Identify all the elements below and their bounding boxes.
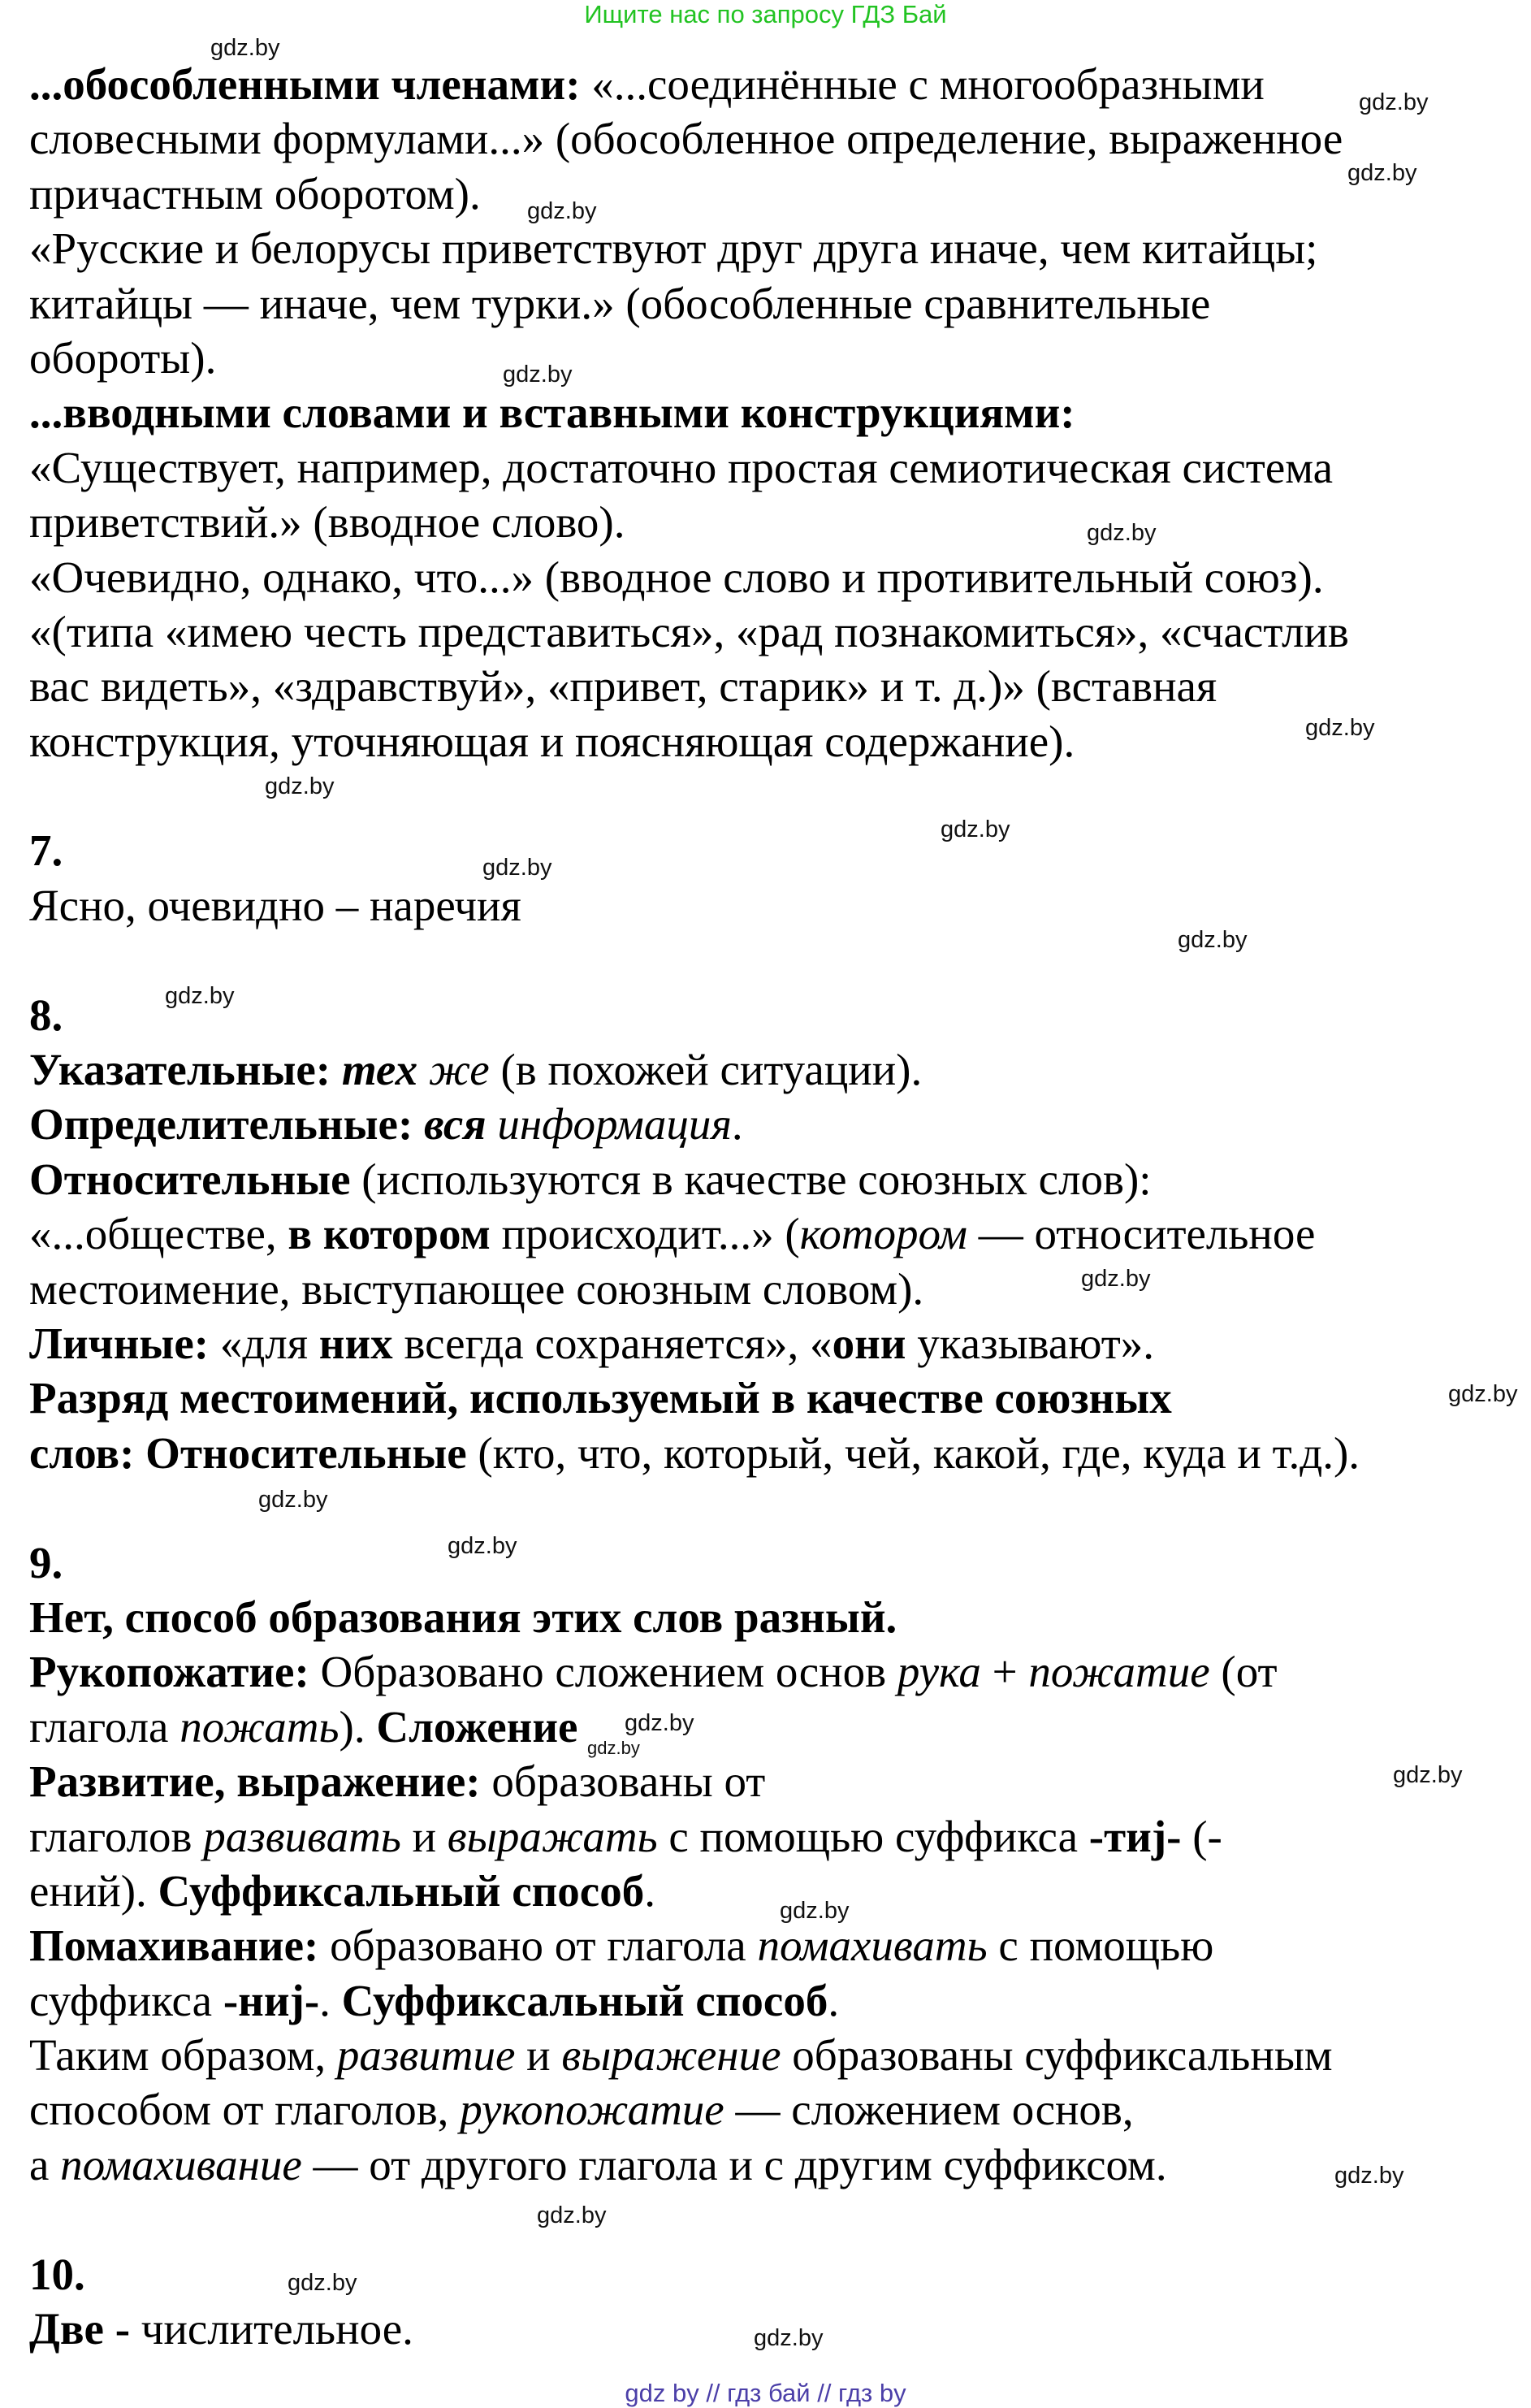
search-banner[interactable]: Ищите нас по запросу ГДЗ Бай <box>584 0 947 28</box>
text-line <box>29 276 1360 331</box>
text-line <box>29 495 1360 549</box>
text-run: конструкция, уточняющая и поясняющая содержание). <box>29 716 1075 766</box>
watermark-text: gdz.by <box>754 2325 824 2351</box>
text-run: способом от глаголов, <box>29 2085 461 2135</box>
text-run: Таким образом, <box>29 2030 337 2081</box>
text-run: развивать <box>203 1811 401 1861</box>
text-run: указывают». <box>906 1318 1154 1368</box>
text-run: (используются в качестве союзных слов): <box>350 1154 1152 1204</box>
text-run: (в похожей ситуации). <box>489 1045 923 1095</box>
footer-links[interactable]: gdz by // гдз бай // гдз by <box>625 2379 906 2407</box>
text-run: них <box>318 1318 393 1368</box>
text-run: — от другого глагола и с другим суффиксом. <box>301 2139 1167 2189</box>
text-line <box>29 385 1360 440</box>
text-run: с помощью <box>987 1921 1214 1971</box>
text-run: 10. <box>29 2249 85 2299</box>
text-run: Сложение <box>376 1701 578 1752</box>
text-run: же <box>417 1045 490 1095</box>
text-run: с помощью суффикса <box>657 1811 1089 1861</box>
text-line <box>29 714 1360 769</box>
text-run: Помахивание: <box>29 1921 331 1971</box>
text-run: вся <box>424 1099 487 1150</box>
text-run: причастным оборотом). <box>29 168 481 219</box>
watermark-text: gdz.by <box>1334 2163 1404 2189</box>
text-run: Суффиксальный способ <box>341 1975 828 2025</box>
text-run: помахивание <box>60 2139 302 2189</box>
text-run: (- <box>1181 1811 1222 1861</box>
text-run: выражать <box>447 1811 658 1861</box>
text-run: Суффиксальный способ <box>158 1865 645 1916</box>
text-line <box>29 1426 1360 1480</box>
text-run: Разряд местоимений, используемый в качестве союзных <box>29 1373 1172 1423</box>
watermark-text: gdz.by <box>503 362 573 388</box>
watermark-text: gdz.by <box>1448 1381 1518 1407</box>
watermark-text: gdz.by <box>1178 927 1248 953</box>
text-run: Нет, способ образования этих слов разный. <box>29 1592 897 1642</box>
text-run: «...соединённые с многообразными <box>591 59 1265 109</box>
text-run: словесными формулами...» (обособленное определение, выраженное <box>29 114 1343 164</box>
text-run: слов: Относительные <box>29 1427 467 1478</box>
text-run: Две - <box>29 2304 141 2354</box>
text-line <box>29 659 1360 713</box>
text-line <box>29 1590 1360 1644</box>
text-run: приветствий.» (вводное слово). <box>29 497 625 548</box>
text-line <box>29 1644 1360 1699</box>
text-run: помахивать <box>757 1921 988 1971</box>
text-run: глаголов <box>29 1811 204 1861</box>
watermark-text: gdz.by <box>265 773 335 799</box>
text-run: образованы суффиксальным <box>781 2030 1333 2081</box>
text-run: тех <box>341 1045 418 1095</box>
watermark-text: gdz.by <box>625 1710 694 1736</box>
text-line <box>29 550 1360 604</box>
text-run: ). <box>339 1701 377 1752</box>
text-run: (кто, что, который, чей, какой, где, куда и т.д.). <box>466 1427 1360 1478</box>
text-line <box>29 1535 1360 1590</box>
text-run: числительное. <box>141 2304 413 2354</box>
text-run: Ясно, очевидно – наречия <box>29 880 521 930</box>
text-run: в котором <box>288 1209 491 1259</box>
text-run: . <box>828 1975 840 2025</box>
text-line <box>29 1262 1360 1316</box>
text-line <box>29 2082 1360 2137</box>
text-run: . <box>319 1975 342 2025</box>
text-run: обороты). <box>29 332 217 383</box>
text-run: китайцы — иначе, чем турки.» (обособленные сравнительные <box>29 278 1211 328</box>
text-line <box>29 823 1360 877</box>
text-run: пожать <box>179 1701 340 1752</box>
text-run: «Очевидно, однако, что...» (вводное слово и противительный союз). <box>29 552 1324 602</box>
text-run: всегда сохраняется», « <box>392 1318 833 1368</box>
watermark-text: gdz.by <box>482 855 552 881</box>
text-run: 9. <box>29 1537 63 1587</box>
text-run: ений). <box>29 1865 158 1916</box>
answer-text <box>29 57 1360 2356</box>
text-line <box>29 1097 1360 1151</box>
text-run: + <box>980 1647 1029 1697</box>
text-line <box>29 57 1360 111</box>
text-line <box>29 440 1360 495</box>
text-run: . <box>731 1099 743 1150</box>
text-line <box>29 1206 1360 1261</box>
text-run: образовано от глагола <box>330 1921 758 1971</box>
blank-line <box>29 933 1360 987</box>
text-run: рукопожатие <box>460 2085 724 2135</box>
text-run: информация <box>486 1099 732 1150</box>
text-line <box>29 2137 1360 2192</box>
text-line <box>29 2028 1360 2082</box>
text-run: Развитие, выражение: <box>29 1756 492 1807</box>
text-run: и <box>400 1811 448 1861</box>
watermark-text: gdz.by <box>780 1898 850 1924</box>
text-run: и <box>515 2030 562 2081</box>
text-run: «...обществе, <box>29 1209 288 1259</box>
blank-line <box>29 2192 1360 2246</box>
text-run: они <box>832 1318 906 1368</box>
text-run: происходит...» ( <box>490 1209 800 1259</box>
text-run: Образовано сложением основ <box>320 1647 897 1697</box>
watermark-text: gdz.by <box>258 1487 328 1513</box>
text-run: 8. <box>29 990 63 1040</box>
text-run: — сложением основ, <box>724 2085 1134 2135</box>
text-run: — относительное <box>967 1209 1316 1259</box>
watermark-text: gdz.by <box>165 983 235 1009</box>
text-run: «Существует, например, достаточно простая семиотическая система <box>29 442 1334 492</box>
text-line <box>29 167 1360 221</box>
text-line <box>29 1700 1360 1754</box>
text-line <box>29 221 1360 275</box>
text-line <box>29 2302 1360 2356</box>
text-line <box>29 111 1360 166</box>
text-run: «Русские и белорусы приветствуют друг друга иначе, чем китайцы; <box>29 223 1318 274</box>
text-line <box>29 1809 1360 1864</box>
text-run: пожатие <box>1028 1647 1210 1697</box>
watermark-text: gdz.by <box>941 816 1010 842</box>
text-line <box>29 1152 1360 1206</box>
text-run: а <box>29 2139 61 2189</box>
text-run: -тиj- <box>1088 1811 1182 1861</box>
text-run: местоимение, выступающее союзным словом). <box>29 1263 924 1314</box>
watermark-text: gdz.by <box>1393 1762 1463 1788</box>
text-run: выражение <box>561 2030 781 2081</box>
text-line <box>29 1864 1360 1918</box>
text-run: Относительные <box>29 1154 351 1204</box>
text-run: ...вводными словами и вставными конструкциями: <box>29 388 1075 438</box>
text-run: Указательные: <box>29 1045 342 1095</box>
blank-line <box>29 1480 1360 1535</box>
text-line <box>29 2247 1360 2302</box>
text-run: образованы от <box>491 1756 766 1807</box>
text-run: вас видеть», «здравствуй», «привет, старик» и т. д.)» (вставная <box>29 661 1217 712</box>
watermark-text: gdz.by <box>527 198 597 224</box>
text-line <box>29 1973 1360 2028</box>
watermark-text: gdz.by <box>587 1738 640 1758</box>
text-line <box>29 1042 1360 1097</box>
watermark-text: gdz.by <box>1347 160 1417 186</box>
watermark-text: gdz.by <box>537 2202 607 2228</box>
text-run: «(типа «имею честь представиться», «рад познакомиться», «счастлив <box>29 606 1349 656</box>
text-run: развитие <box>336 2030 516 2081</box>
text-run: Личные: <box>29 1318 220 1368</box>
watermark-text: gdz.by <box>1087 520 1157 546</box>
text-run: Рукопожатие: <box>29 1647 321 1697</box>
watermark-text: gdz.by <box>1359 89 1429 115</box>
text-run: «для <box>219 1318 319 1368</box>
text-run: рука <box>897 1647 981 1697</box>
text-line <box>29 1754 1360 1808</box>
text-run: глагола <box>29 1701 180 1752</box>
text-line <box>29 1371 1360 1425</box>
text-line <box>29 878 1360 933</box>
text-line <box>29 1918 1360 1973</box>
text-run: котором <box>799 1209 967 1259</box>
text-run: Определительные: <box>29 1099 425 1150</box>
watermark-text: gdz.by <box>448 1533 517 1559</box>
text-run: (от <box>1209 1647 1278 1697</box>
watermark-text: gdz.by <box>1081 1266 1151 1292</box>
watermark-text: gdz.by <box>210 35 280 61</box>
text-run: ...обособленными членами: <box>29 59 592 109</box>
text-run: суффикса <box>29 1975 223 2025</box>
text-line <box>29 604 1360 659</box>
text-run: . <box>644 1865 655 1916</box>
text-line <box>29 331 1360 385</box>
blank-line <box>29 769 1360 823</box>
watermark-text: gdz.by <box>288 2270 357 2296</box>
text-run: 7. <box>29 825 63 876</box>
text-line <box>29 1316 1360 1371</box>
text-run: -ниj- <box>223 1975 320 2025</box>
watermark-text: gdz.by <box>1305 715 1375 741</box>
